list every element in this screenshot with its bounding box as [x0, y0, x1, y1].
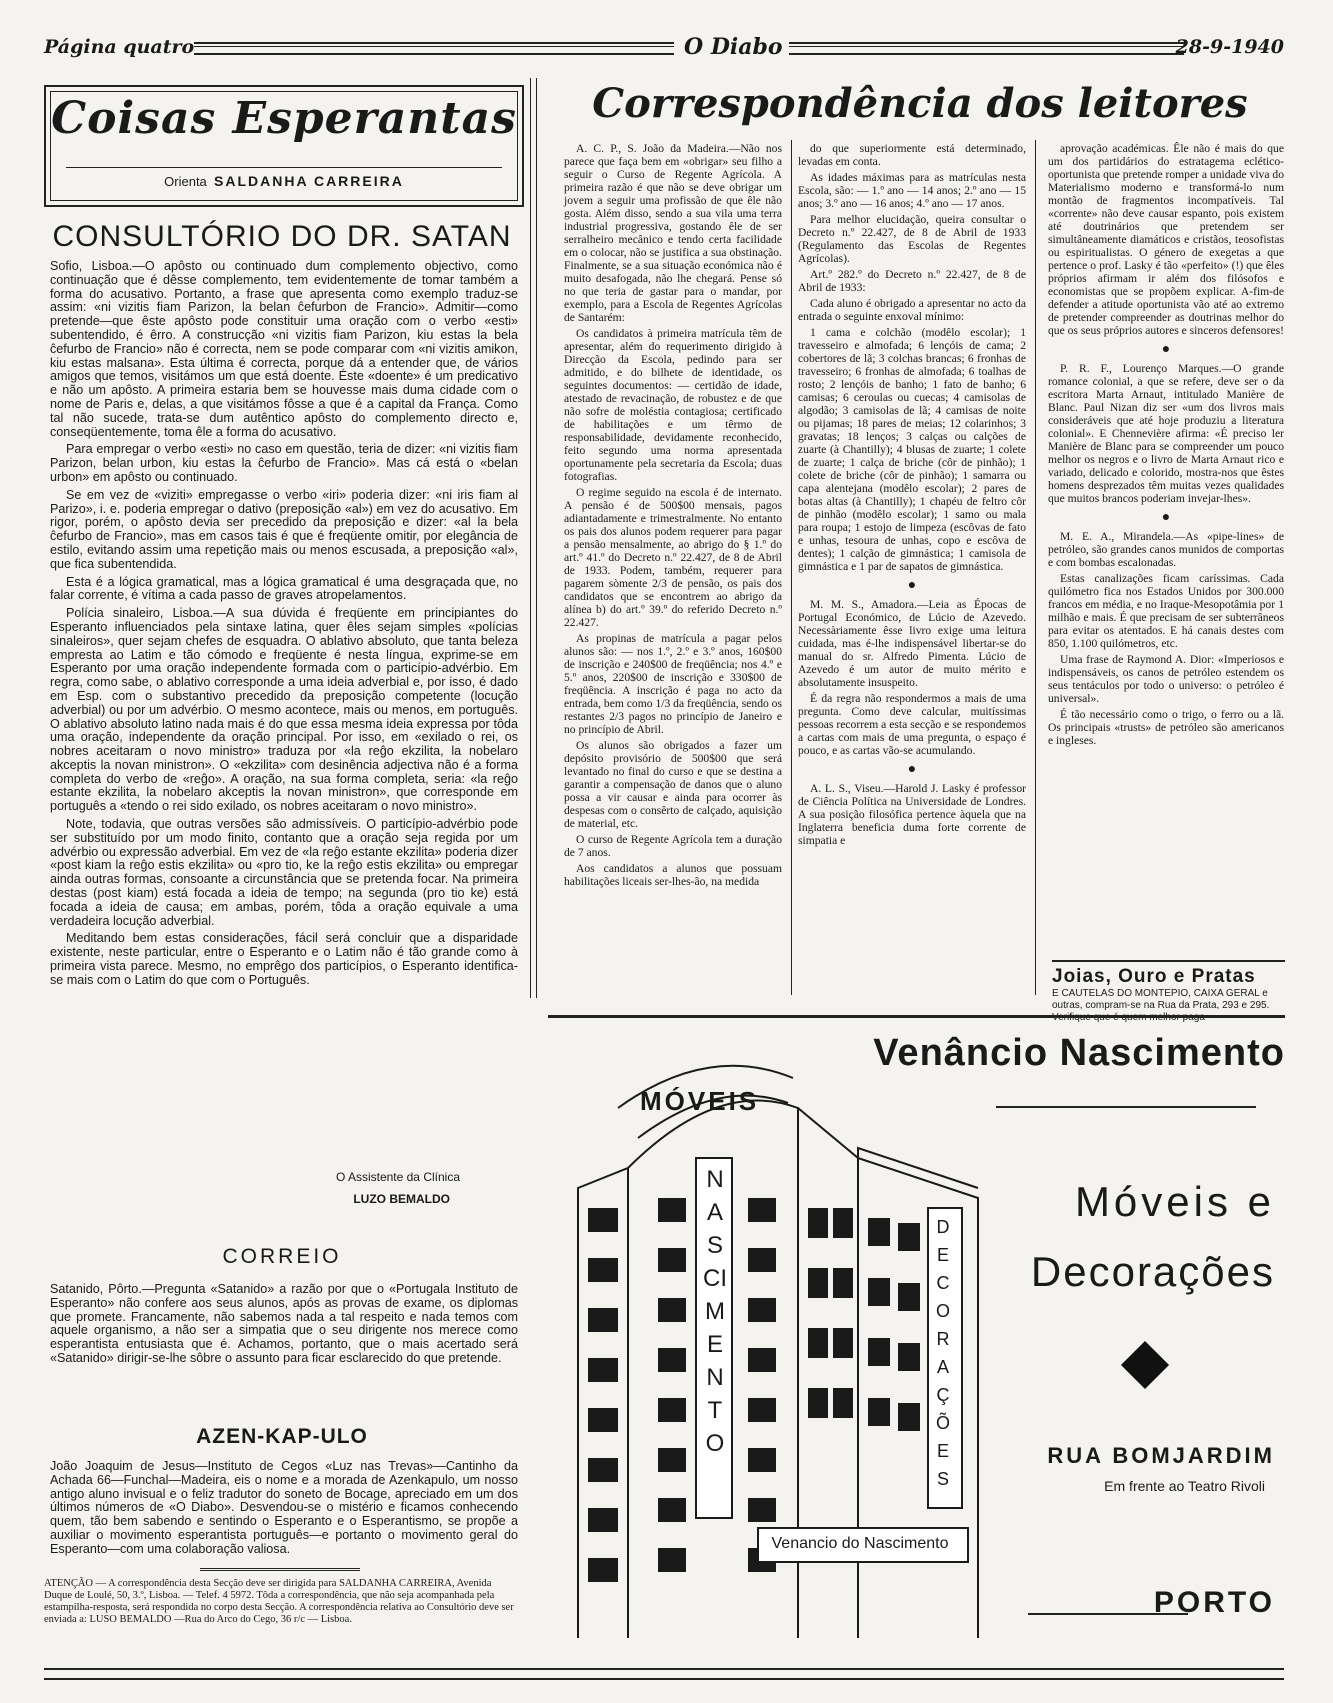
paragraph: M. M. S., Amadora.—Leia as Épocas de Portugal Económico, de Lúcio de Azevedo. Necessàriamente êsse livro exige uma leitura cuidada, mas é-lhe indispensável libertar-se do manual do sr. Alfredo Pimenta. Lúcio de Azevedo é um autor de muito mérito e absolutamente insuspeito. [798, 598, 1026, 689]
separator-dot: ● [907, 578, 917, 593]
paragraph: Sofio, Lisboa.—O apôsto ou continuado dum complemento objectivo, como continuação que é dêsse complemento, tem evidentemente de tomar também a forma do acusativo. Portanto, a frase que apresenta como exemplo traduz-se assim: «ni vizitis fiam Parizon, la belan ĉefurbon de Francio». Admitir—como pretende—que êste apôsto pode constituir uma oração com o verbo «esti» subentendido, é êrro. A construcção «ni vizitis fiam Parizon, kiu estas la bela ĉefurbo de Francio» não é correcta, nem se pode comparar com «ni vizitis amikon, kiu estas malsana». Esta última é correcta, porque dá a entender que, de vários amigos que temos, visitámos um que está doente. Éste «doente» é um predicativo e não um apôsto. A primeira estaria bem se houvesse mais duma cidade com o nome de Paris e, delas, a que visitámos fôsse a que é a capital da França. Como tal não sucede, trata-se dum autêntico apôsto do complemento directo e, conseqüentemente, toma êle a forma do acusativo. [50, 259, 518, 439]
paragraph: O curso de Regente Agrícola tem a duração de 7 anos. [564, 833, 782, 859]
paragraph: Para empregar o verbo «esti» no caso em questão, teria de dizer: «ni vizitis fiam Parizon, belan urbon, kiu estas la ĉefurbo de Francio». Mas cá está o «belan urbon» em apôsto ou continuado. [50, 442, 518, 484]
column-c [1048, 142, 1284, 750]
paragraph: Esta é a lógica gramatical, mas a lógica gramatical é uma desgraçada que, no falar corrente, é vítima a cada passo de graves atropelamentos. [50, 574, 518, 603]
paragraph: Os alunos são obrigados a fazer um depósito provisório de 500$00 que será levantado no final do curso e que se destina a garantir a compensação de danos que o aluno possa a vir causar e ainda para ocorrer às despesas com o consêrto de calçado, aquisição de material, etc. [564, 739, 782, 830]
separator-dot: ● [1161, 342, 1171, 357]
paragraph: Se em vez de «viziti» empregasse o verbo «iri» poderia dizer: «ni iris fiam al Parizo», i. e. poderia empregar o dativo (preposição «al») em vez do acusativo. Em rigor, porém, o apôsto devia ser precedido da preposição e dizer: «al la bela ĉefurbo de Francio», mas em casos tais é que é freqüente omitir, por elegância de estilo, evitando assim uma repetição mais ou menos escusada, a preposição «al», que fica subentendida. [50, 487, 518, 571]
joias-text: E CAUTELAS DO MONTEPIO, CAIXA GERAL e outras, compram-se na Rua da Prata, 293 e 295. Verifique que é quem melhor paga [1052, 988, 1270, 1023]
diamond-icon [1121, 1341, 1169, 1389]
paragraph: Uma frase de Raymond A. Dior: «Imperiosos e indispensáveis, os canos de petróleo estendem os seus tentáculos por todo o universo: o petróleo é universal». [1048, 653, 1284, 705]
ad-line-moveis: Móveis e [1074, 1178, 1275, 1225]
page-number: Página quatro [44, 36, 195, 58]
column-a [564, 142, 782, 891]
divider [200, 1568, 360, 1571]
column-rule [530, 78, 531, 998]
paragraph: O regime seguido na escola é de internato. A pensão é de 500$00 mensais, pagos adiantadamente e trimestralmente. No entanto os pais dos alunos podem requerer para pagar a pensão mensalmente, ao abrigo do § 1.º do art.º 41.º do Decreto n.º 22.427, de 8 de Abril de 1933. Podem, também, requerer para pagarem sòmente 2/3 de pensão, os pais dos candidatos que se encontrem ao abrigo da alínea b) do art.º 39.º do referido Decreto n.º 22.427. [564, 486, 782, 629]
orienta-name: SALDANHA CARREIRA [214, 173, 404, 189]
ad-company-name: Venâncio Nascimento [873, 1032, 1285, 1074]
page-header [44, 36, 1284, 62]
paragraph: Note, todavia, que outras versões são admissíveis. O particípio-advérbio pode ser substituído por um modo finito, contanto que a oração seja regida por um advérbio ou expressão adverbial. Em vez de «la reĝo estante ekzilita» poderia dizer «post kiam la reĝo estis ekzilita» ou «pro tio, ke la reĝo estis ekzilita» ou empregar ainda outras formas, consoante a circunstância que se pretenda focar. Na primeira destas (post kiam) está focada a ideia de tempo; na segunda (pro tio ke) está focada a ideia de causa; em ambas, porém, tôda a oração equivale a uma verdadeira locução adverbial. [50, 817, 518, 928]
signature-role: O Assistente da Clínica [335, 1170, 460, 1184]
paragraph: Cada aluno é obrigado a apresentar no acto da entrada o seguinte enxoval mínimo: [798, 297, 1026, 323]
header-rule-right [789, 42, 1184, 55]
section-title-box [44, 85, 524, 207]
paragraph: do que superiormente está determinado, levadas em conta. [798, 142, 1026, 168]
paragraph: É tão necessário como o trigo, o ferro ou a lã. Os principais «trusts» de petróleo são americanos e ingleses. [1048, 708, 1284, 747]
azen-heading: AZEN-KAP-ULO [196, 1425, 368, 1448]
orienta-line: Orienta SALDANHA CARREIRA [164, 173, 404, 189]
paragraph: 1 cama e colchão (modêlo escolar); 1 travesseiro e almofada; 6 lençóis de cama; 2 cobertores de lã; 3 colchas brancas; 6 fronhas de travesseiro; 6 fronhas de almofada; 6 toalhas de rosto; 2 lençóis de banho; 1 fato de banho; 6 camisas; 6 ceroulas ou cuecas; 4 camisolas de algodão; 3 camisolas de lã; 4 camisas de noite ou pijamas; 18 pares de meias; 12 colarinhos; 3 gravatas; 18 lenços; 3 calças ou calções de zuarte (à Chantilly); 4 blusas de zuarte; 1 colete de zuarte; 1 calça de briche (côr de pinhão); 1 colete de briche (côr de pinhão); 1 samarra ou capa alentejana (modêlo escolar); 2 pares de botas altas (à Chantilly); 1 chapéu de feltro côr de pinhão (modêlo escolar); 1 samo ou mala para roupa; 1 estojo de limpeza (escôvas de fato e unhas, tesoura de unhas, copo e escôva de dentes); 1 calção de gimnástica; 1 camisola de gimnástica e 1 par de sapatos de gimnástica. [798, 326, 1026, 573]
paragraph: Para melhor elucidação, queira consultar o Decreto n.º 22.427, de 8 de Abril de 1933 (Regulamento das Escolas de Regentes Agrícolas). [798, 213, 1026, 265]
paragraph: As propinas de matrícula a pagar pelos alunos são: — nos 1.º, 2.º e 3.º anos, 160$00 de inscrição e 240$00 de freqüência; nos 4.º e 5.º anos, 220$00 de inscrição e 330$00 de freqüência. A inscrição é paga no acto da entrada, bem como 1/3 da freqüência, sendo os restantes 2/3 pagos no princípio de Janeiro e no princípio de Abril. [564, 632, 782, 736]
header-rule-left [194, 42, 674, 55]
masthead: O Diabo [684, 34, 783, 60]
paragraph: Polícia sinaleiro, Lisboa.—A sua dúvida é freqüente em principiantes do Esperanto influenciados pela sintaxe latina, quer êles sejam simples «polícias sinaleiros», quer sejam chefes de esquadra. O ablativo absoluto, que tanta beleza empresta ao Latim e tão cómodo e freqüente é nesta língua, exprime-se em Esperanto por uma oração independente formada com o particípio-advérbio. Em regra, como sabe, o ablativo corresponde a uma ideia adverbial e, por isso, é dado em Esp. com o substantivo precedido da preposição competente (locução adverbial) ou por um advérbio. O mesmo acontece, mais ou menos, em português. O ablativo absoluto latino nada mais é do que essa mesma ideia expressa por tôda uma oração, independente da oração principal. Por isso, em «exilado o rei, os nobres aceitaram o novo ministro» traduza por «la reĝo ekzilita, la nobelaro akceptis la novan ministron». O «ekzilita» com desinência adjectiva não é a forma completa do verbo de «reĝo». A oração, na sua forma completa, seria: «la reĝo estante ekzilita, la nobelaro akceptis la novan ministron», que corresponde em português a «tendo o rei sido exilado, os nobres aceitaram o novo ministro». [50, 606, 518, 814]
building-sign-decoracoes: DECORAÇÕES [935, 1217, 950, 1489]
ad-street: RUA BOMJARDIM [1047, 1443, 1275, 1468]
paragraph: P. R. F., Lourenço Marques.—O grande romance colonial, a que se refere, deve ser o da escritora Marta Arnaut, intitulado Manière de Blanc. Paul Nizan diz ser «um dos livros mais consideráveis que até hoje produziu a literatura colonial». E Chennevière afirma: «É preciso ler Manière de Blanc para se compreender um pouco melhor os negros e o livro de Marta Arnaut rico e variado, delicado e colorido, mostra-nos que êstes homens desprezados têm muitas vezes qualidades que muitos brancos poderiam invejar-lhes». [1048, 362, 1284, 505]
paragraph: M. E. A., Mirandela.—As «pipe-lines» de petróleo, são grandes canos munidos de comportas e com bombas escalonadas. [1048, 530, 1284, 569]
paragraph: Estas canalizações ficam caríssimas. Cada quilómetro fica nos Estados Unidos por 300.000 francos em média, e no Iraque-Mesopotâmia por 1 milhão e mais. É que precisam de ser subterrâneos para evitar os atentados. E há canais destes com 850, 1.100 quilómetros, etc. [1048, 572, 1284, 650]
building-storefront-sign: Venancio do Nascimento [771, 1535, 949, 1552]
column-rule [536, 78, 537, 998]
paragraph: Satanido, Pôrto.—Pregunta «Satanido» a razão por que o «Portugala Instituto de Esperanto» não confere aos seus alunos, após as provas de exame, os diplomas que promete. Francamente, não sabemos nada a tal respeito e nada temos com aquele organismo, a não ser a simpatia que o seu dirigente nos merece como esperantista entusiasta que é. Achamos, portanto, que o mais acertado será «Satanido» dirigir-se-lhe sôbre o assunto para ficar esclarecido do que pretende. [50, 1282, 518, 1365]
bottom-rule [44, 1668, 1284, 1680]
paragraph: A. L. S., Viseu.—Harold J. Lasky é professor de Ciência Política na Universidade de Londres. A sua posição filosófica pertence àquela que na Inglaterra beneficia duma forte corrente de simpatia e [798, 782, 1026, 847]
joias-title: Joias, Ouro e Pratas [1052, 966, 1256, 987]
paragraph: A. C. P., S. João da Madeira.—Não nos parece que faça bem em «obrigar» seu filho a seguir o Curso de Regente Agrícola. A primeira razão é que não se deve obrigar um jovem a seguir uma profissão de que êle não gosta. Além disso, sendo a sua vila uma terra industrial progressiva, gostando êle de ser serralheiro mecânico e tendo certa facilidade em o colocar, não se justifica a sua obstinação. Finalmente, se a sua situação económica não é muito desafogada, não lhe chegará. Pense só no que teria de gastar para o mandar, por exemplo, para a Escola de Regentes Agrícolas de Santarém: [564, 142, 782, 324]
paragraph: João Joaquim de Jesus—Instituto de Cegos «Luz nas Trevas»—Cantinho da Achada 66—Funchal—Madeira, eis o nome e a morada de Azenkapulo, um nosso antigo aluno invisual e o feliz tradutor do soneto de Bocage, apreciado em um dos últimos números de «O Diabo». Desvendou-se o mistério e ficamos conhecendo quem, tão bem sabendo e sentindo o Esperanto e o Esperantismo, se propõe a auxiliar o movimento esperantista português—e portanto o movimento geral do Esperanto—com uma colaboração valiosa. [50, 1459, 518, 1556]
consultorio-body [50, 260, 518, 992]
issue-date: 28-9-1940 [1175, 36, 1284, 58]
paragraph: Art.º 282.º do Decreto n.º 22.427, de 8 de Abril de 1933: [798, 268, 1026, 294]
separator-dot: ● [1161, 510, 1171, 525]
paragraph: Os candidatos à primeira matrícula têm de apresentar, além do requerimento dirigido à Direcção da Escola, pedindo para ser admitido, e do bilhete de identidade, os seguintes documentos: — certidão de idade, atestado de revacinação, de robustez e de que não sofre de moléstia contagiosa; certificado de habilitações e um têrmo de responsabilidade, devidamente reconhecido, feito segundo uma norma apresentada oportunamente pela secretaria da Escola; duas fotografias. [564, 327, 782, 483]
furniture-advertisement [548, 1015, 1285, 1658]
correspondencia-title: Correspondência dos leitores [592, 80, 1248, 127]
ad-city: PORTO [1153, 1586, 1275, 1619]
ad-location-note: Em frente ao Teatro Rivoli [1104, 1478, 1265, 1494]
column-rule [1035, 140, 1036, 995]
signature-name: LUZO BEMALDO [353, 1192, 450, 1206]
correio-body [50, 1283, 518, 1370]
footer-note: ATENÇÃO — A correspondência desta Secção deve ser dirigida para SALDANHA CARREIRA, Avenida Duque de Loulé, 50, 3.º, Lisboa. — Telef. 4 5972. Tôda a correspondência, que não seja acompanhada pela estampilha-resposta, será respondida no corpo desta Secção. A correspondência relativa ao Consultório deve ser enviada a: LUSO BEMALDO —Rua do Arco do Cego, 36 r/c — Lisboa. [44, 1578, 514, 1625]
section-title: Coisas Esperantas [51, 93, 517, 144]
ad-line-decoracoes: Decorações [1030, 1248, 1275, 1295]
paragraph: É da regra não respondermos a mais de uma pregunta. Como deve calcular, muitíssimas pessoas recorrem a esta secção e se respondemos a cartas com mais de uma pregunta, o espaço é pouco, e as cartas vão-se acumulando. [798, 692, 1026, 757]
building-sign-vertical: NASCIMENTO [703, 1166, 727, 1457]
paragraph: As idades máximas para as matrículas nesta Escola, são: — 1.º ano — 14 anos; 2.º ano — 15 anos; 3.º ano — 16 anos; 4.º ano — 17 anos. [798, 171, 1026, 210]
consultorio-heading: CONSULTÓRIO DO DR. SATAN [52, 220, 512, 253]
separator-dot: ● [907, 762, 917, 777]
paragraph: Meditando bem estas considerações, fácil será concluir que a disparidade existente, neste particular, entre o Esperanto e o Latim não é tão grande como à primeira vista parece. Mesmo, no emprêgo dos particípios, o Esperanto identifica-se mais com o Latim do que com o Português. [50, 931, 518, 987]
column-rule [791, 140, 792, 995]
paragraph: Aos candidatos a alunos que possuam habilitações liceais ser-lhes-ão, na medida [564, 862, 782, 888]
column-b [798, 142, 1026, 850]
paragraph: aprovação académicas. Êle não é mais do que um dos partidários do estratagema eclético-oportunista que pretende romper a unidade viva do Materialismo moderno e transformá-lo num montão de fragmentos incompatíveis. Tal «corrente» não deve causar espanto, pois existem até doutrinários que pretendem ser simultâneamente diamáticos e cristãos, teosofistas ou espiritualistas. O género de exegetas a que pertence o prof. Lasky é tão «perfeito» (!) que êles próprios afirmam ir além dos filósofos e economistas que se propõem explicar. A-fim-de defender a atitude oportunista vão até ao extremo de pretender compreender as doutrinas melhor do que os seus próprios autores e sinceros defensores! [1048, 142, 1284, 337]
azen-body [50, 1460, 518, 1561]
correio-heading: CORREIO [222, 1245, 342, 1268]
building-sign-moveis: MÓVEIS [640, 1086, 760, 1116]
